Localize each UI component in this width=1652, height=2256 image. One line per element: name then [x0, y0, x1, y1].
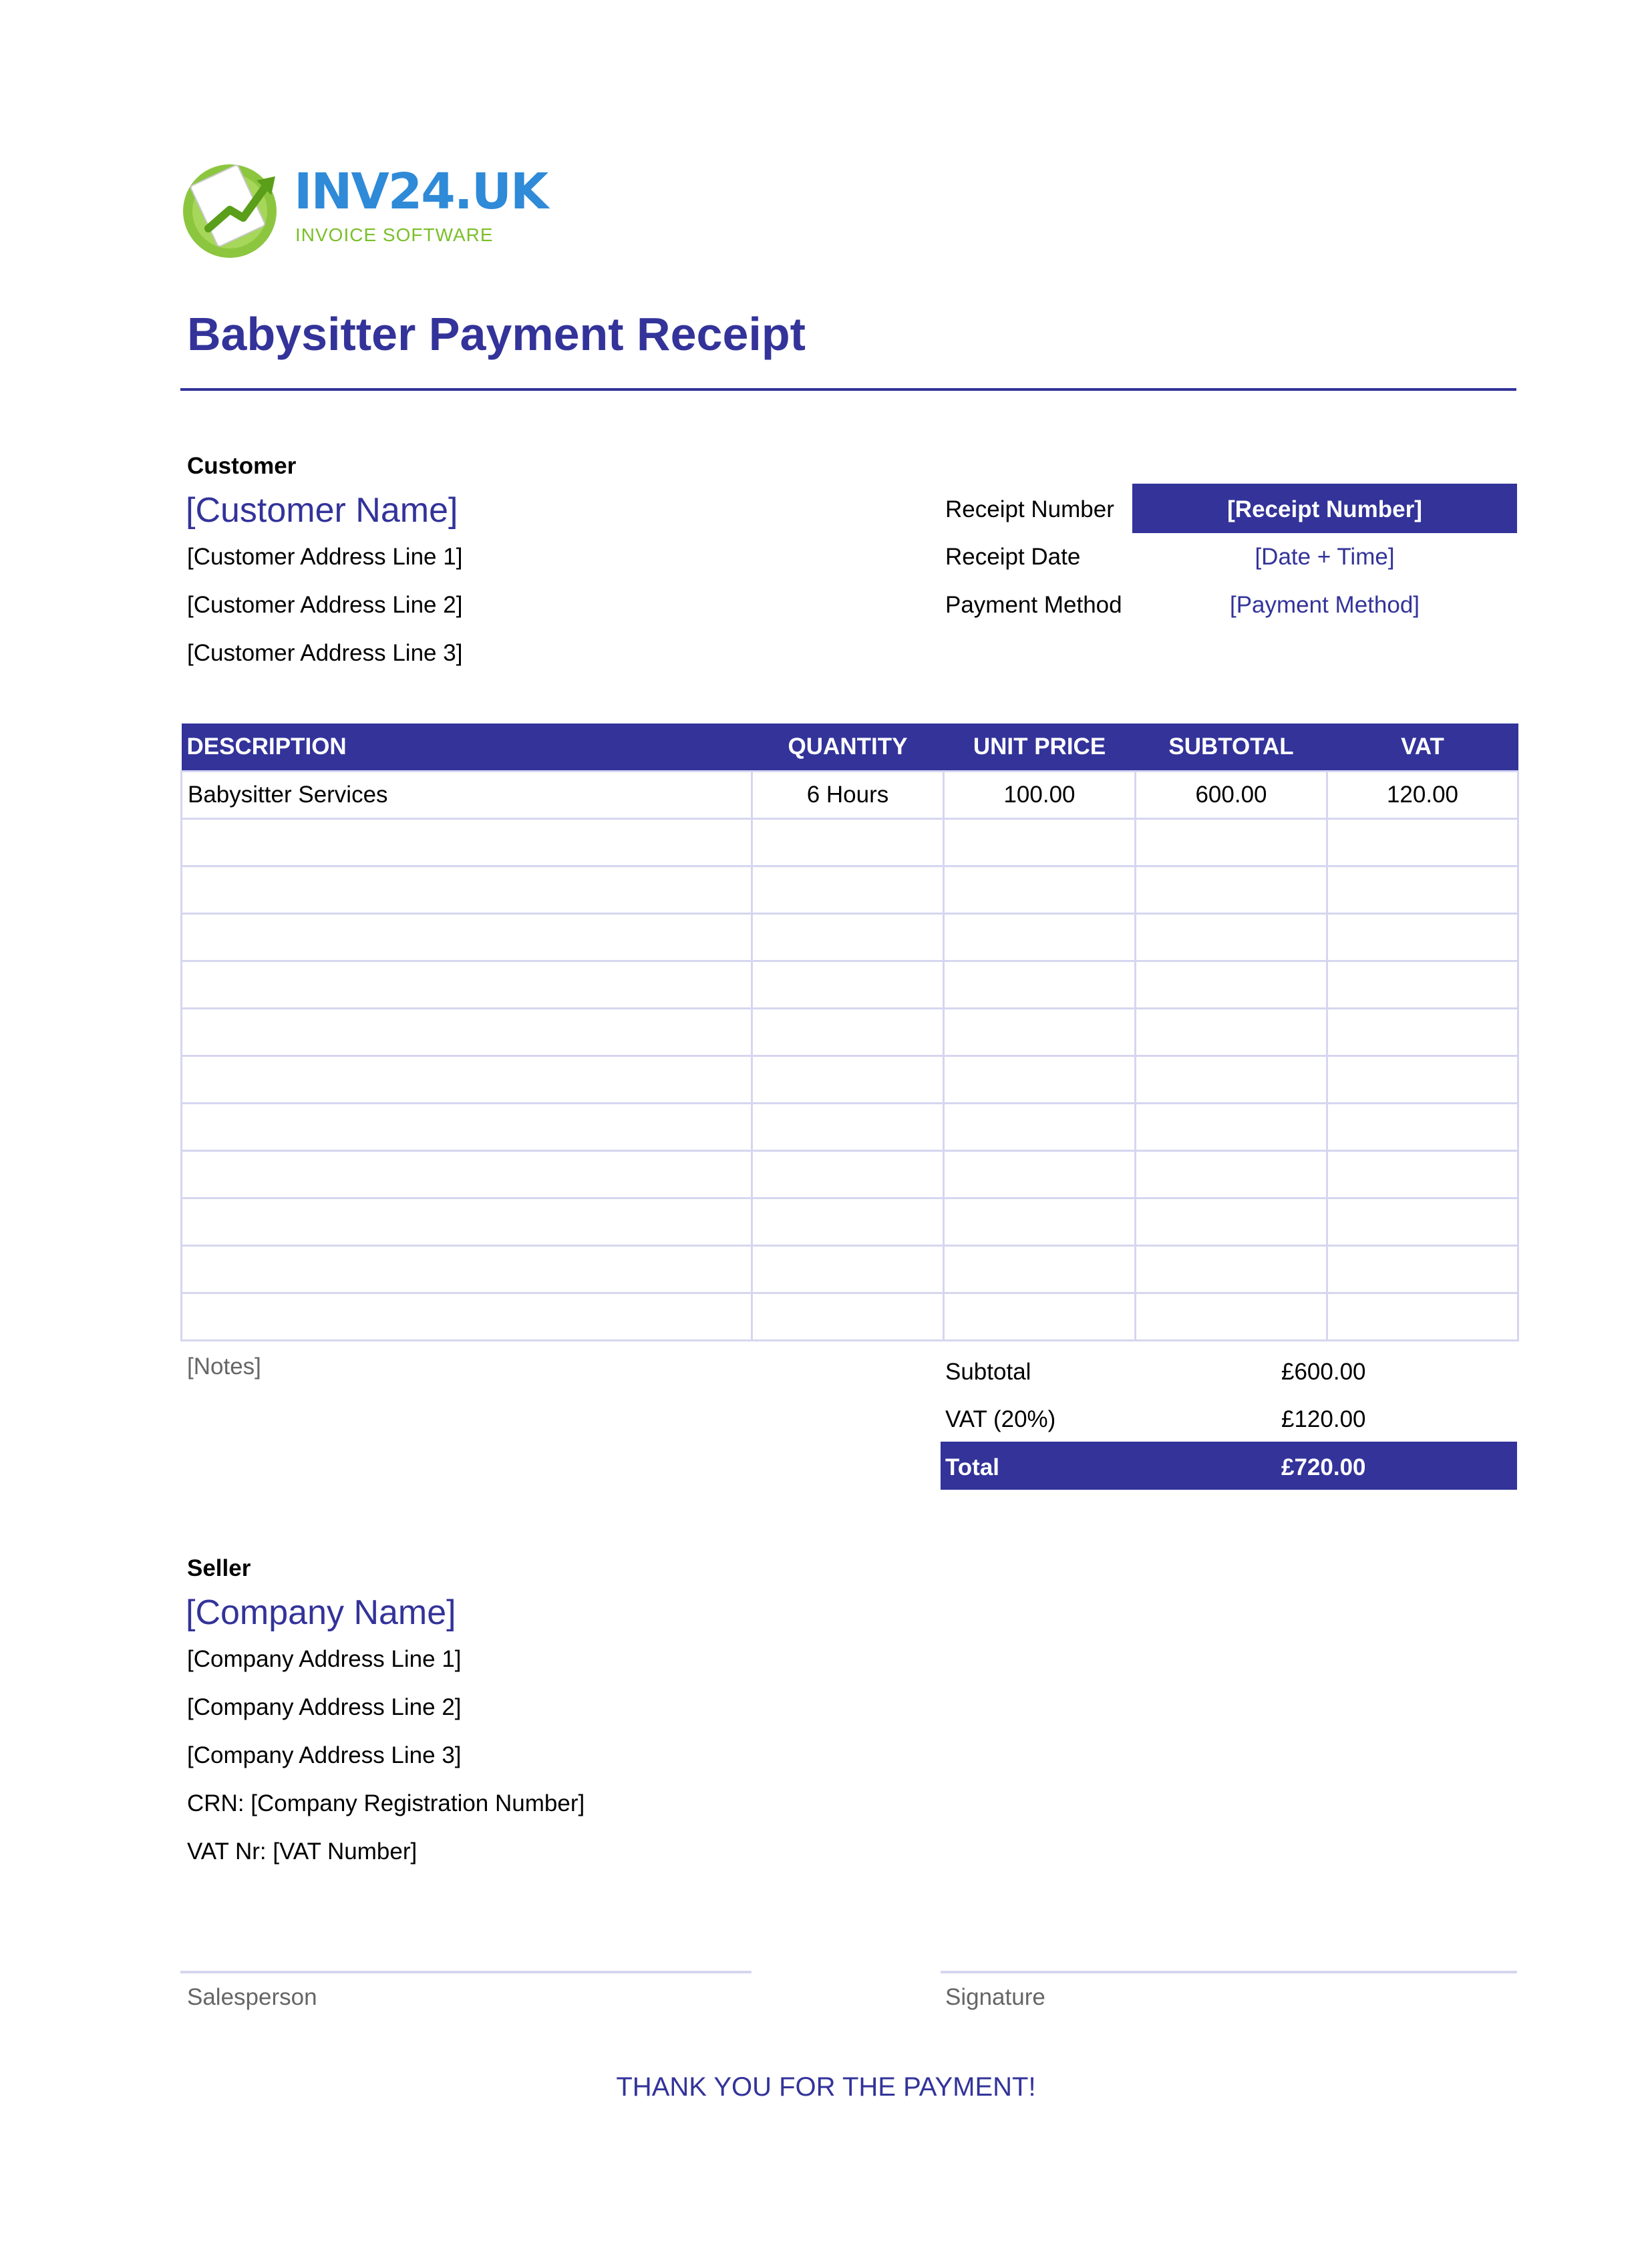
- cell-subtotal: [1136, 1198, 1327, 1246]
- cell-subtotal: [1136, 961, 1327, 1009]
- customer-address-line-1: [Customer Address Line 1]: [187, 544, 463, 570]
- title-divider: [180, 388, 1516, 391]
- notes-text: [Notes]: [187, 1353, 261, 1380]
- subtotal-value: £600.00: [1281, 1359, 1366, 1385]
- cell-unit-price: [944, 866, 1136, 914]
- cell-vat: [1327, 1293, 1518, 1341]
- cell-unit-price: [944, 1198, 1136, 1246]
- cell-description: [182, 1056, 752, 1104]
- cell-description: [182, 1151, 752, 1198]
- table-row: [182, 1056, 1518, 1104]
- cell-unit-price: [944, 1246, 1136, 1293]
- cell-quantity: [752, 1246, 944, 1293]
- thank-you-message: THANK YOU FOR THE PAYMENT!: [616, 2072, 1036, 2102]
- table-row: [182, 1104, 1518, 1151]
- seller-vat-number: VAT Nr: [VAT Number]: [187, 1838, 418, 1865]
- cell-unit-price: [944, 1009, 1136, 1056]
- cell-description: [182, 1246, 752, 1293]
- payment-method-label: Payment Method: [945, 592, 1122, 618]
- cell-description: [182, 1293, 752, 1341]
- cell-description: [182, 866, 752, 914]
- cell-vat: [1327, 1198, 1518, 1246]
- table-row: [182, 1009, 1518, 1056]
- customer-address-line-2: [Customer Address Line 2]: [187, 592, 463, 618]
- cell-subtotal: [1136, 1056, 1327, 1104]
- cell-unit-price: [944, 1151, 1136, 1198]
- table-row: [182, 961, 1518, 1009]
- cell-unit-price: [944, 961, 1136, 1009]
- cell-subtotal: [1136, 1293, 1327, 1341]
- customer-address-line-3: [Customer Address Line 3]: [187, 640, 463, 666]
- salesperson-signature-line: [180, 1971, 752, 1973]
- vat-total-value: £120.00: [1281, 1406, 1366, 1432]
- seller-crn: CRN: [Company Registration Number]: [187, 1790, 585, 1816]
- column-header-subtotal: SUBTOTAL: [1136, 723, 1327, 772]
- customer-heading: Customer: [187, 453, 297, 479]
- cell-vat: [1327, 961, 1518, 1009]
- cell-subtotal: [1136, 819, 1327, 866]
- cell-quantity: [752, 914, 944, 961]
- cell-vat: [1327, 866, 1518, 914]
- signature-line: [941, 1971, 1517, 1973]
- cell-unit-price: [944, 819, 1136, 866]
- seller-address-line-2: [Company Address Line 2]: [187, 1694, 462, 1720]
- cell-vat: [1327, 1104, 1518, 1151]
- customer-name: [Customer Name]: [186, 491, 458, 530]
- receipt-number-label: Receipt Number: [945, 496, 1114, 522]
- cell-subtotal: [1136, 1151, 1327, 1198]
- column-header-quantity: QUANTITY: [752, 723, 944, 772]
- signature-label: Signature: [945, 1984, 1045, 2010]
- cell-subtotal: [1136, 1009, 1327, 1056]
- table-header-row: [182, 723, 1518, 772]
- seller-address-line-1: [Company Address Line 1]: [187, 1646, 462, 1672]
- cell-quantity: [752, 961, 944, 1009]
- cell-vat: 120.00: [1327, 772, 1518, 819]
- cell-description: [182, 1104, 752, 1151]
- cell-unit-price: 100.00: [944, 772, 1136, 819]
- cell-subtotal: [1136, 914, 1327, 961]
- column-header-description: DESCRIPTION: [182, 723, 752, 772]
- cell-description: [182, 1198, 752, 1246]
- cell-vat: [1327, 1056, 1518, 1104]
- cell-unit-price: [944, 1293, 1136, 1341]
- cell-subtotal: [1136, 866, 1327, 914]
- company-logo: [182, 154, 548, 261]
- table-row: [182, 772, 1518, 819]
- cell-subtotal: [1136, 1246, 1327, 1293]
- cell-quantity: [752, 1009, 944, 1056]
- table-row: [182, 1246, 1518, 1293]
- grand-total-label: Total: [945, 1454, 1000, 1480]
- grand-total-value: £720.00: [1281, 1454, 1366, 1480]
- logo-brand-text: INV24.UK: [294, 163, 548, 220]
- cell-description: [182, 961, 752, 1009]
- cell-vat: [1327, 1246, 1518, 1293]
- table-row: [182, 1198, 1518, 1246]
- vat-total-label: VAT (20%): [945, 1406, 1056, 1432]
- cell-vat: [1327, 819, 1518, 866]
- cell-description: Babysitter Services: [182, 772, 752, 819]
- table-row: [182, 819, 1518, 866]
- logo-emblem-icon: [182, 154, 289, 261]
- cell-unit-price: [944, 1056, 1136, 1104]
- cell-quantity: [752, 1056, 944, 1104]
- seller-company-name: [Company Name]: [186, 1593, 456, 1632]
- logo-tagline: INVOICE SOFTWARE: [295, 224, 494, 245]
- cell-quantity: [752, 1151, 944, 1198]
- cell-quantity: [752, 819, 944, 866]
- cell-quantity: [752, 1104, 944, 1151]
- receipt-number-value: [Receipt Number]: [1227, 496, 1422, 522]
- cell-quantity: [752, 1198, 944, 1246]
- cell-vat: [1327, 914, 1518, 961]
- cell-vat: [1327, 1151, 1518, 1198]
- page-title: Babysitter Payment Receipt: [187, 308, 806, 360]
- payment-method-value: [Payment Method]: [1229, 592, 1420, 618]
- column-header-vat: VAT: [1327, 723, 1518, 772]
- cell-description: [182, 819, 752, 866]
- cell-subtotal: [1136, 1104, 1327, 1151]
- table-row: [182, 1293, 1518, 1341]
- table-row: [182, 866, 1518, 914]
- cell-subtotal: 600.00: [1136, 772, 1327, 819]
- items-table: [180, 723, 1519, 1341]
- subtotal-label: Subtotal: [945, 1359, 1031, 1385]
- receipt-date-label: Receipt Date: [945, 544, 1081, 570]
- cell-quantity: [752, 866, 944, 914]
- table-row: [182, 914, 1518, 961]
- seller-heading: Seller: [187, 1555, 251, 1581]
- cell-description: [182, 914, 752, 961]
- cell-unit-price: [944, 914, 1136, 961]
- cell-quantity: 6 Hours: [752, 772, 944, 819]
- seller-address-line-3: [Company Address Line 3]: [187, 1742, 462, 1768]
- cell-unit-price: [944, 1104, 1136, 1151]
- salesperson-label: Salesperson: [187, 1984, 317, 2010]
- table-row: [182, 1151, 1518, 1198]
- cell-vat: [1327, 1009, 1518, 1056]
- receipt-date-value: [Date + Time]: [1255, 544, 1395, 570]
- column-header-unit-price: UNIT PRICE: [944, 723, 1136, 772]
- grand-total-highlight: [941, 1442, 1517, 1490]
- cell-quantity: [752, 1293, 944, 1341]
- cell-description: [182, 1009, 752, 1056]
